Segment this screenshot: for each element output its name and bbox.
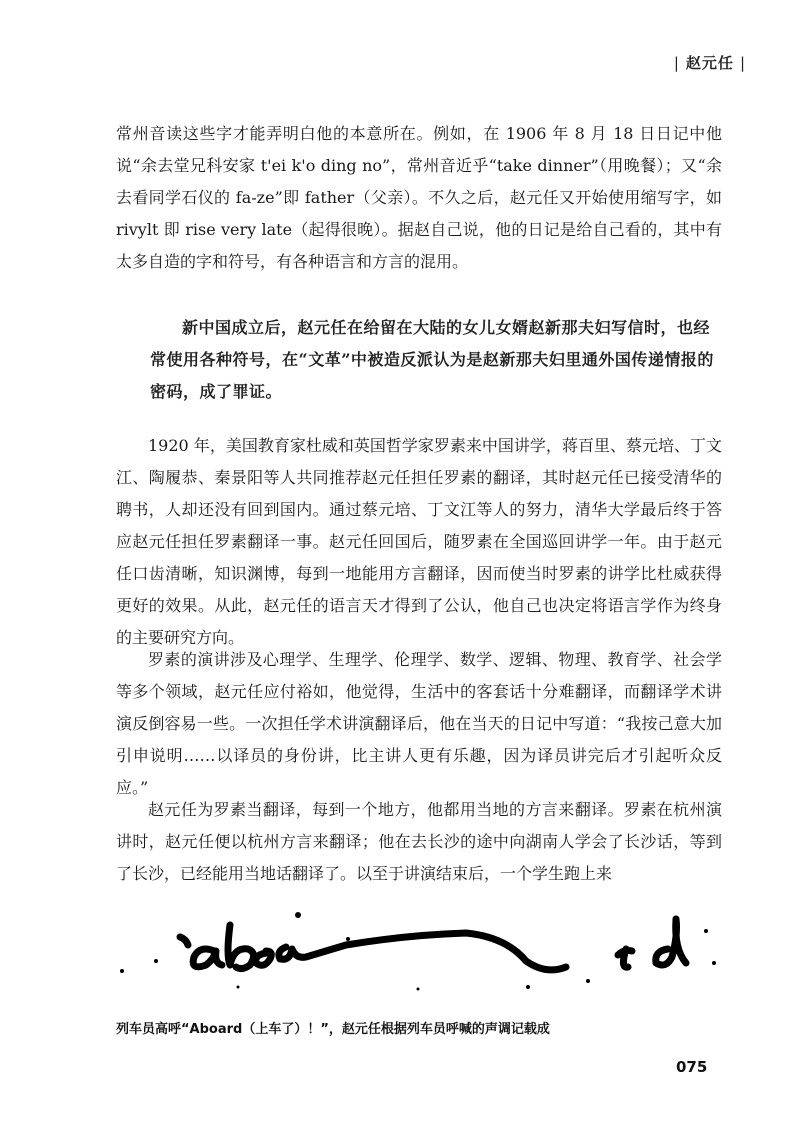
- header-separator-right: |: [739, 54, 746, 72]
- paragraph-lecture-topics: 罗素的演讲涉及心理学、生理学、伦理学、数学、逻辑、物理、教育学、社会学等多个领域，赵元任应付裕如，他觉得，生活中的客套话十分难翻译，而翻译学术讲演反倒容易一些。一次担任学术讲演翻译后，他在当天的日记中写道：“我按己意大加引申说明……以译员的身份讲，比主讲人更有乐趣，因为译员讲完后才引起听众反应。”: [116, 650, 722, 797]
- figure-caption: 列车员高呼“Aboard（上车了）！”，赵元任根据列车员呼喊的声调记载成: [116, 1022, 550, 1037]
- paragraph-diary: 常州音读这些字才能弄明白他的本意所在。例如，在 1906 年 8 月 18 日日记中他说“余去堂兄科安家 t'ei k'o ding no”，常州音近乎“take dinner”（用晚餐）；又“余去看同学石仪的 fa-ze”即 father（父亲）。不久之后，赵元任又开始使用缩写字，如 rivylt 即 rise very late（起得很晚）。据赵自己说，他的日记是给自己看的，其中有太多自造的字和符号，有各种语言和方言的混用。: [116, 124, 722, 271]
- header-separator-left: |: [673, 54, 680, 72]
- pull-quote: 新中国成立后，赵元任在给留在大陆的女儿女婿赵新那夫妇写信时，也经常使用各种符号，在“文革”中被造反派认为是赵新那夫妇里通外国传递情报的密码，成了罪证。: [150, 318, 714, 401]
- paragraph-dialects: 赵元任为罗素当翻译，每到一个地方，他都用当地的方言来翻译。罗素在杭州演讲时，赵元任便以杭州方言来翻译；他在去长沙的途中向湖南人学会了长沙话，等到了长沙，已经能用当地话翻译了。以至于讲演结束后，一个学生跑上来: [116, 800, 722, 883]
- chapter-title: 赵元任: [685, 54, 734, 72]
- paragraph-russell-translator: 1920 年，美国教育家杜威和英国哲学家罗素来中国讲学，蒋百里、蔡元培、丁文江、陶履恭、秦景阳等人共同推荐赵元任担任罗素的翻译，其时赵元任已接受清华的聘书，人却还没有回到国内。通过蔡元培、丁文江等人的努力，清华大学最后终于答应赵元任担任罗素翻译一事。赵元任回国后，随罗素在全国巡回讲学一年。由于赵元任口齿清晰，知识渊博，每到一地能用方言翻译，因而使当时罗素的讲学比杜威获得更好的效果。从此，赵元任的语言天才得到了公认，他自己也决定将语言学作为终身的主要研究方向。: [116, 436, 722, 647]
- handwritten-aboard-figure: [118, 905, 718, 995]
- page-number: 075: [676, 1058, 708, 1076]
- running-header: [668, 52, 752, 73]
